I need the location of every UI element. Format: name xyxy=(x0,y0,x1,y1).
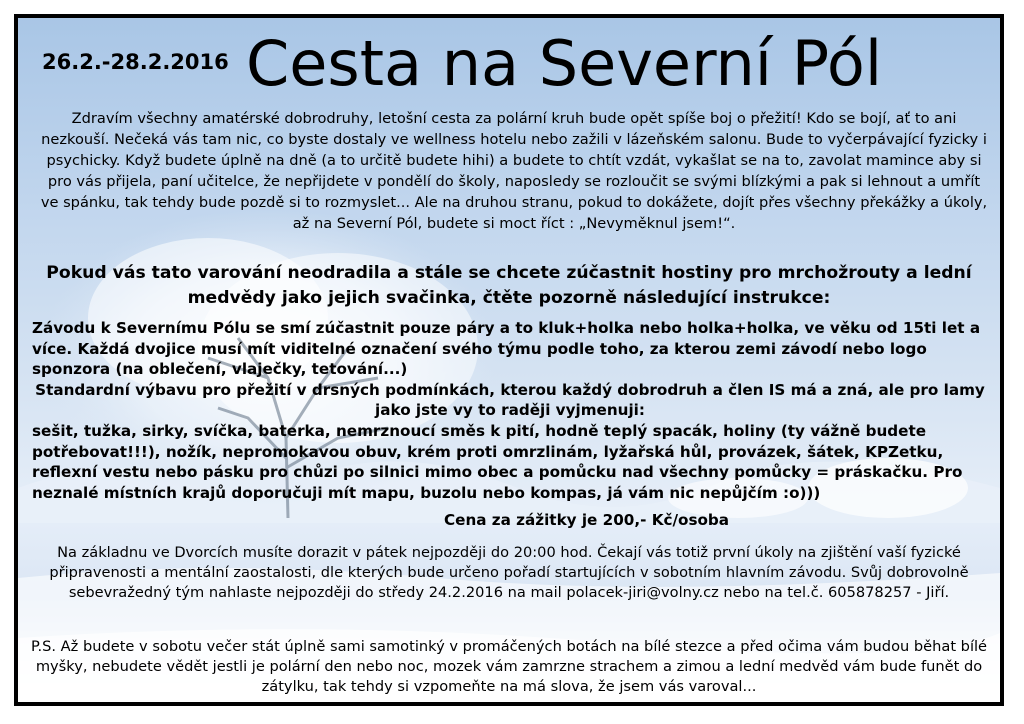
intro-paragraph: Zdravím všechny amatérské dobrodruhy, letošní cesta za polární kruh bude opět spíše boj o přežití! Kdo se bojí, ať to ani nezkouší. Nečeká vás tam nic, co byste dostaly ve wellness hotelu nebo zažili v lázeňském salonu. Bude to vyčerpávající fyzicky i psychicky. Když budete úplně na dně (a to určitě budete hihi) a budete to chtít vzdát, vykašlat se na to, zavolat mamince aby si pro vás přijela, paní učitelce, že nepřijdete v pondělí do školy, naposledy se rozloučit se svými blízkými a pak si lehnout a umřít ve spánku, tak tehdy bude pozdě si to rozmyslet... Ale na druhou stranu, pokud to dokážete, dojít přes všechny překážky a úkoly, až na Severní Pól, budete si moct říct : „Nevyměknul jsem!“. xyxy=(40,110,988,232)
poster-title: Cesta na Severní Pól xyxy=(246,27,883,100)
team-rules: Závodu k Severnímu Pólu se smí zúčastnit pouze páry a to kluk+holka nebo holka+holka, ve věku od 15ti let a více. Každá dvojice musí mít viditelné označení svého týmu podle toho, za kterou zemi závodí nebo logo sponzora (na oblečení, vlaječky, tetování...) xyxy=(32,319,981,379)
event-date: 26.2.-28.2.2016 xyxy=(42,50,229,74)
rules-section xyxy=(32,318,988,503)
arrival-info: Na základnu ve Dvorcích musíte dorazit v pátek nejpozději do 20:00 hod. Čekají vás totiž první úkoly na zjištění vaší fyzické připravenosti a mentální zaostalosti, dle kterých bude určeno pořadí startujících v sobotním hlavním závodu. Svůj dobrovolně sebevražedný tým nahlaste nejpozději do středy 24.2.2016 na mail polacek-jiri@volny.cz nebo na tel.č. 605878257 - Jiří. xyxy=(49,544,969,601)
equipment-intro: Standardní výbavu pro přežití v drsných podmínkách, kterou každý dobrodruh a člen IS má a zná, ale pro lamy jako jste vy to raději vyjmenuji: xyxy=(35,380,985,420)
poster-content xyxy=(18,18,1000,702)
postscript: P.S. Až budete v sobotu večer stát úplně sami samotinký v promáčených botách na bílé stezce a před očima vám budou běhat bílé myšky, nebudete vědět jestli je polární den nebo noc, mozek vám zamrzne strachem a zimou a lední medvěd vám bude funět do zátylku, tak tehdy si vzpomeňte na má slova, že jsem vás varoval... xyxy=(30,638,988,695)
warning-heading: Pokud vás tato varování neodradila a stále se chcete zúčastnit hostiny pro mrchožrouty a lední medvědy jako jejich svačinka, čtěte pozorně následující instrukce: xyxy=(46,263,972,308)
equipment-list: sešit, tužka, sirky, svíčka, baterka, nemrznoucí směs k pití, hodně teplý spacák, holiny (ty vážně budete potřebovat!!!), nožík, nepromokavou obuv, krém proti omrzlinám, lyžařská hůl, provázek, šátek, KPZetku, reflexní vestu nebo pásku pro chůzi po silnici mimo obec a pomůcku nad všechny pomůcky = práskačku. Pro neznalé místních krajů doporučuji mít mapu, buzolu nebo kompas, já vám nic nepůjčím :o))) xyxy=(32,421,963,502)
poster xyxy=(14,14,1004,706)
price-label: Cena za zážitky je 200,- Kč/osoba xyxy=(444,511,730,529)
